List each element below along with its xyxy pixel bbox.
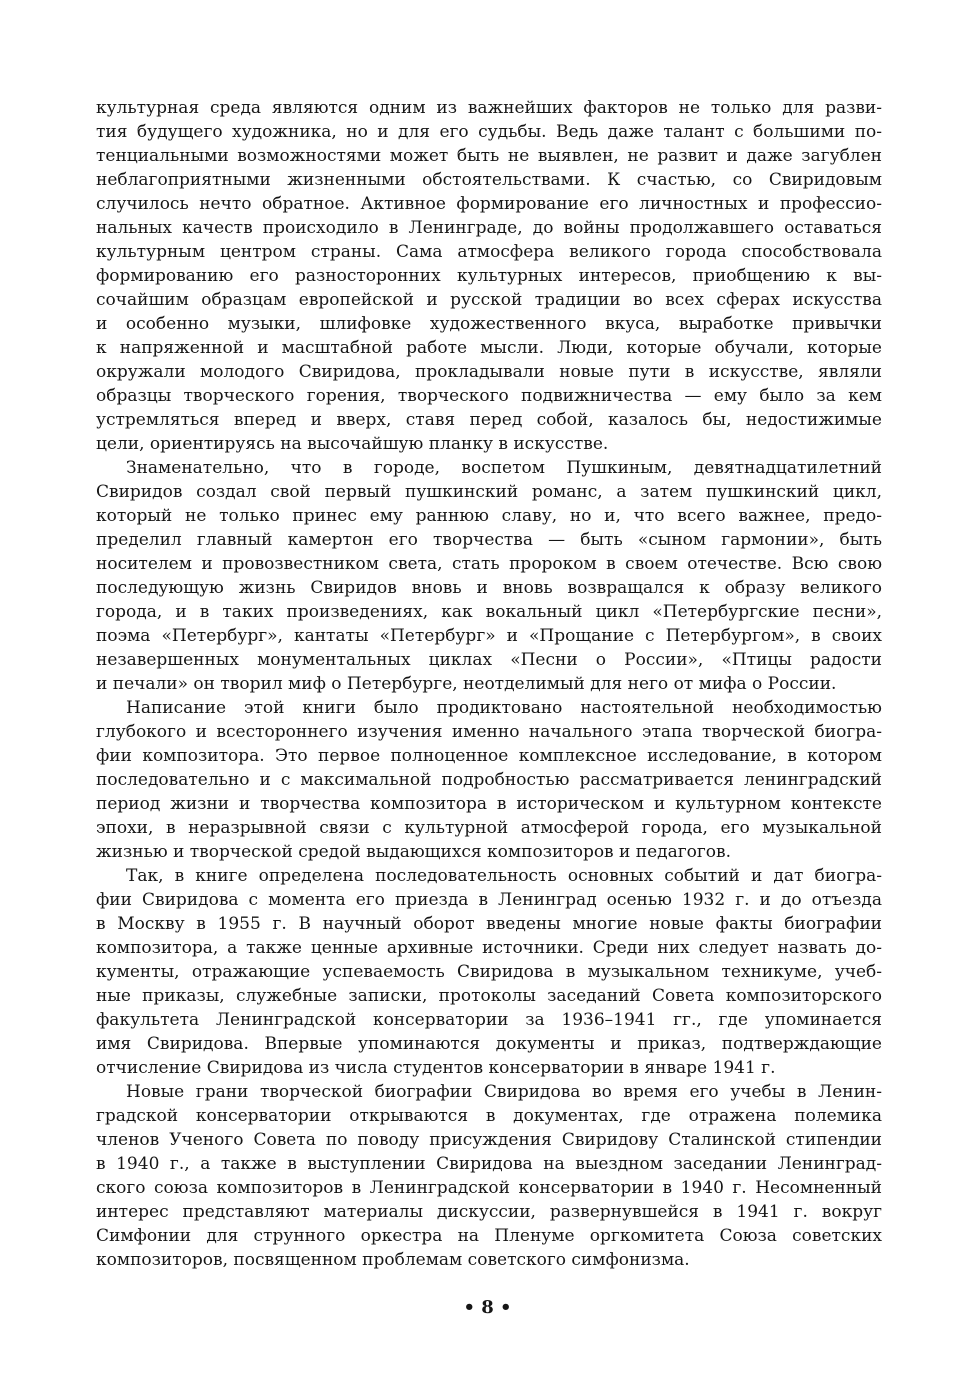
page-number: • 8 •: [463, 1297, 512, 1318]
text-line: пределил главный камертон его творчества — быть «сыном гармонии», быть: [96, 530, 882, 550]
text-line: окружали молодого Свиридова, прокладывали новые пути в искусстве, являли: [96, 362, 882, 382]
text-line: композитора, а также ценные архивные источники. Среди них следует назвать до-: [96, 938, 882, 958]
text-line: культурная среда являются одним из важнейших факторов не только для разви-: [96, 98, 882, 118]
text-line: ные приказы, служебные записки, протоколы заседаний Совета композиторского: [96, 986, 882, 1006]
text-line: в Москву в 1955 г. В научный оборот введены многие новые факты биографии: [96, 914, 882, 934]
text-line: жизнью и творческой средой выдающихся композиторов и педагогов.: [96, 842, 732, 862]
text-line: цели, ориентируясь на высочайшую планку в искусстве.: [96, 434, 609, 454]
text-line: и особенно музыки, шлифовке художественного вкуса, выработке привычки: [96, 314, 882, 334]
text-line: ского союза композиторов в Ленинградской консерватории в 1940 г. Несомненный: [96, 1178, 882, 1198]
text-line: города, и в таких произведениях, как вокальный цикл «Петербургские песни»,: [96, 602, 882, 622]
paragraph: [96, 96, 882, 456]
text-line: нальных качеств происходило в Ленинграде, до войны продолжавшего оставаться: [96, 218, 882, 238]
page-body: [96, 96, 882, 1272]
text-line: тенциальными возможностями может быть не выявлен, не развит и даже загублен: [96, 146, 882, 166]
paragraph: [96, 456, 882, 696]
text-line: Свиридов создал свой первый пушкинский романс, а затем пушкинский цикл,: [96, 482, 882, 502]
text-line: устремляться вперед и вверх, ставя перед собой, казалось бы, недостижимые: [96, 410, 882, 430]
text-line: и печали» он творил миф о Петербурге, неотделимый для него от мифа о России.: [96, 674, 837, 694]
text-line: Симфонии для струнного оркестра на Пленуме оргкомитета Союза советских: [96, 1226, 882, 1246]
text-line: факультета Ленинградской консерватории за 1936–1941 гг., где упоминается: [96, 1010, 882, 1030]
text-line: фии Свиридова с момента его приезда в Ленинград осенью 1932 г. и до отъезда: [96, 890, 882, 910]
text-line: последовательно и с максимальной подробностью рассматривается ленинградский: [96, 770, 882, 790]
text-line: поэма «Петербург», кантаты «Петербург» и «Прощание с Петербургом», в своих: [96, 626, 882, 646]
text-line: кументы, отражающие успеваемость Свиридова в музыкальном техникуме, учеб-: [96, 962, 882, 982]
text-line: интерес представляют материалы дискуссии, развернувшейся в 1941 г. вокруг: [96, 1202, 882, 1222]
text-line: членов Ученого Совета по поводу присуждения Свиридову Сталинской стипендии: [96, 1130, 882, 1150]
text-line: культурным центром страны. Сама атмосфера великого города способствовала: [96, 242, 882, 262]
text-line: носителем и провозвестником света, стать пророком в своем отечестве. Всю свою: [96, 554, 882, 574]
paragraph: [96, 696, 882, 864]
text-line: неблагоприятными жизненными обстоятельствами. К счастью, со Свиридовым: [96, 170, 882, 190]
text-line: Новые грани творческой биографии Свиридова во время его учебы в Ленин-: [126, 1082, 882, 1102]
text-line: эпохи, в неразрывной связи с культурной атмосферой города, его музыкальной: [96, 818, 882, 838]
text-line: глубокого и всестороннего изучения именно начального этапа творческой биогра-: [96, 722, 882, 742]
text-line: композиторов, посвященном проблемам советского симфонизма.: [96, 1250, 690, 1270]
text-line: формированию его разносторонних культурных интересов, приобщению к вы-: [96, 266, 882, 286]
text-line: сочайшим образцам европейской и русской традиции во всех сферах искусства: [96, 290, 882, 310]
text-line: Так, в книге определена последовательность основных событий и дат биогра-: [126, 866, 882, 886]
text-line: образцы творческого горения, творческого подвижничества — ему было за кем: [96, 386, 882, 406]
text-line: фии композитора. Это первое полноценное комплексное исследование, в котором: [96, 746, 882, 766]
text-line: Знаменательно, что в городе, воспетом Пушкиным, девятнадцатилетний: [126, 458, 882, 478]
paragraph: [96, 864, 882, 1080]
text-line: имя Свиридова. Впервые упоминаются документы и приказ, подтверждающие: [96, 1034, 882, 1054]
text-line: незавершенных монументальных циклах «Песни о России», «Птицы радости: [96, 650, 882, 670]
text-line: который не только принес ему раннюю славу, но и, что всего важнее, предо-: [96, 506, 882, 526]
text-line: тия будущего художника, но и для его судьбы. Ведь даже талант с большими по-: [96, 122, 882, 142]
text-line: последующую жизнь Свиридов вновь и вновь возвращался к образу великого: [96, 578, 882, 598]
text-line: период жизни и творчества композитора в историческом и культурном контексте: [96, 794, 882, 814]
text-line: отчисление Свиридова из числа студентов консерватории в январе 1941 г.: [96, 1058, 776, 1078]
paragraph: [96, 1080, 882, 1272]
text-line: в 1940 г., а также в выступлении Свиридова на выездном заседании Ленинград-: [96, 1154, 882, 1174]
text-line: градской консерватории открываются в документах, где отражена полемика: [96, 1106, 882, 1126]
text-line: Написание этой книги было продиктовано настоятельной необходимостью: [126, 698, 882, 718]
text-line: случилось нечто обратное. Активное формирование его личностных и профессио-: [96, 194, 882, 214]
text-line: к напряженной и масштабной работе мысли. Люди, которые обучали, которые: [96, 338, 882, 358]
